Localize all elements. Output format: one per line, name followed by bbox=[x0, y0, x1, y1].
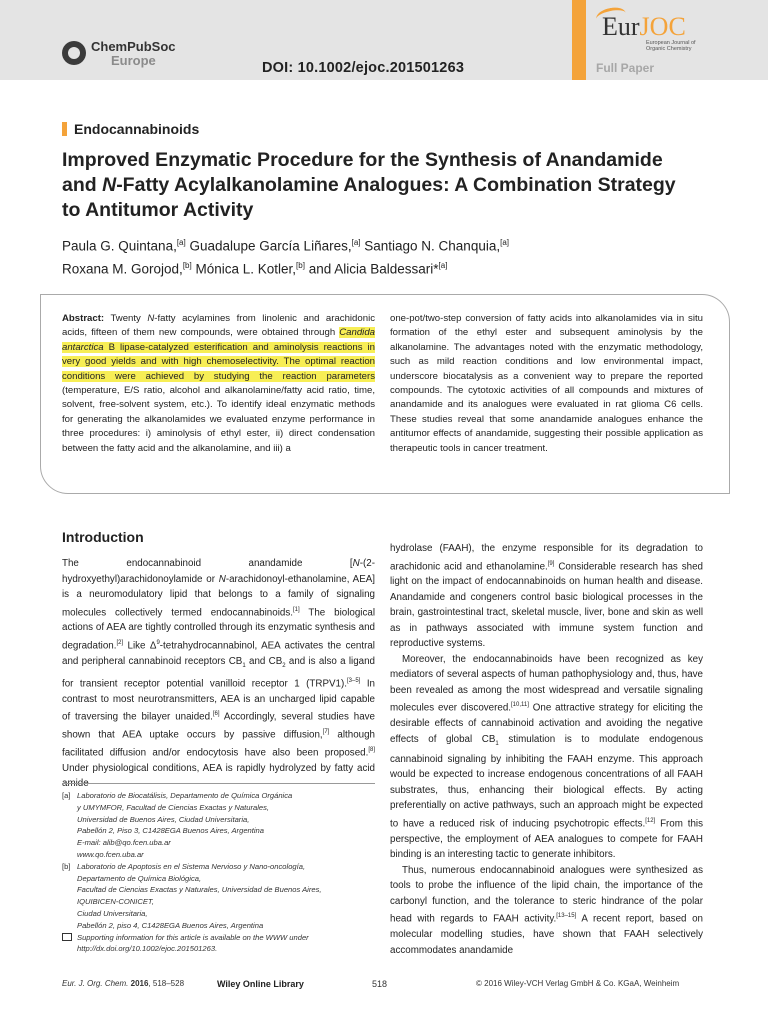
citation[interactable]: [13–15] bbox=[556, 913, 577, 920]
citation-footer: Eur. J. Org. Chem. 2016, 518–528 bbox=[62, 979, 185, 988]
abstract-left: Abstract: Twenty N-fatty acylamines from linolenic and arachidonic acids, fifteen of them new compounds, were obtained through Candida antarctica B lipase-catalyzed esterification and aminolysis reactions in very good yields and with high chemoselectivity. The optimal reaction conditions were achieved by studying the reaction parameters (temperature, E/S ratio, alcohol and alkanolamine/fatty acid ratio, time, solvent, free-solvent system, etc.). To identify ideal enzymatic methods for generating the alkanolamides we evaluated enzyme performance in three procedures: i) aminolysis of ethyl ester, ii) direct condensation between the fatty acid and the alkanolamine, and iii) a bbox=[62, 313, 375, 454]
author-name[interactable]: and Alicia Baldessari* bbox=[304, 261, 439, 276]
author-name[interactable]: Santiago N. Chanquia, bbox=[360, 238, 501, 254]
citation[interactable]: [6] bbox=[212, 711, 220, 718]
author-list bbox=[62, 233, 702, 278]
eurjoc-logo[interactable] bbox=[596, 14, 706, 52]
body-right-column bbox=[390, 541, 703, 958]
journal-accent-tab bbox=[572, 0, 586, 80]
wiley-online-library-link[interactable]: Wiley Online Library bbox=[217, 979, 304, 989]
supporting-info: Supporting information for this article is available on the WWW under http://dx.doi.org/10.1002/ejoc.201501263. bbox=[62, 932, 375, 956]
section-label: Endocannabinoids bbox=[74, 121, 200, 137]
chempubsoc-icon bbox=[62, 41, 86, 65]
eurjoc-logo-joc: JOC bbox=[639, 12, 686, 41]
contact-email[interactable]: E-mail: alib@qo.fcen.uba.ar bbox=[77, 838, 171, 848]
paragraph: Thus, numerous endocannabinoid analogues were synthesized as tools to probe the influence of the lipid chain, the importance of the carbonyl function, and the tolerance to steric hindrance of the polar head with regards to FAAH activity.[13–15] A recent report, based on molecular modelling studies, have shown that FAAH selectively accommodates anandamide bbox=[390, 864, 703, 956]
author-name[interactable]: Mónica L. Kotler, bbox=[191, 261, 297, 276]
introduction-heading: Introduction bbox=[62, 529, 144, 545]
author-line-1: Paula G. Quintana,[a] Guadalupe García Liñares,[a] Santiago N. Chanquia,[a] bbox=[62, 238, 510, 254]
eurjoc-logo-eur: Eur bbox=[602, 12, 640, 41]
chempubsoc-logo[interactable] bbox=[62, 40, 176, 68]
paragraph: The endocannabinoid anandamide [N-(2-hydroxyethyl)arachidonoylamide or N-arachidonoyl-ethanolamine, AEA] is a neuromodulatory lipid that belongs to a family of signaling molecules collectively termed endocannabinoids.[1] The biological actions of AEA are tightly controlled through its enzymatic synthesis and degradation.[2] Like $\Delta^9$-tetrahydrocannabinol, AEA activates the central and peripheral cannabinoid receptors $CB_1$ and $CB_2$ and is also a ligand for transient receptor potential vanilloid receptor 1 (TRPV1).[3–5] In contrast to most neurotransmitters, AEA is an uncharged lipid capable of traversing the bilayer unaided.[6] Accordingly, several studies have shown that AEA uptake occurs by passive diffusion,[7] although facilitated diffusion and/or endocytosis have also been proposed.[8] Under physiological conditions, AEA is rapidly hydrolyzed by fatty acid bbox=[62, 558, 376, 774]
citation[interactable]: [10,11] bbox=[511, 702, 529, 709]
eurjoc-subtitle: European Journal of Organic Chemistry bbox=[646, 40, 696, 52]
author-name[interactable]: Paula G. Quintana, bbox=[62, 238, 177, 254]
abstract-right: one-pot/two-step conversion of fatty acids into alkanolamides via in situ formation of the ethyl ester and subsequent aminolysis by the alkanolamine. The advantages noted with the enzymatic methodology, such as mild reaction conditions and low environmental impact, underscore biocatalysis as a convenient way to prepare the reported compounds. The cytotoxic activities of all compounds and mixtures of anandamide and its analogues were evaluated in rat glioma C6 cells. These studies reveal that some anandamide analogues enhance the antitumor effects of anandamide, suggesting their possible application as therapeutic tools in cancer treatment. bbox=[390, 313, 703, 454]
body-left-column bbox=[62, 556, 375, 792]
section-tag bbox=[62, 121, 199, 137]
citation[interactable]: [7] bbox=[322, 729, 330, 736]
citation[interactable]: [1] bbox=[292, 606, 300, 613]
abstract-highlight: Candida antarctica B lipase-catalyzed esterification and aminolysis reactions in very good yields and with high chemoselectivity. The optimal reaction conditions were achieved by studying the reaction parameters bbox=[62, 327, 375, 382]
citation[interactable]: [8] bbox=[368, 746, 375, 753]
publisher-region: Europe bbox=[111, 53, 156, 68]
doi-link[interactable]: DOI: 10.1002/ejoc.201501263 bbox=[262, 60, 465, 76]
article-type: Full Paper bbox=[596, 61, 655, 75]
computer-icon bbox=[62, 933, 72, 941]
citation[interactable]: [12] bbox=[645, 817, 656, 824]
citation[interactable]: [9] bbox=[547, 560, 555, 567]
affiliations bbox=[62, 790, 375, 955]
lab-website-link[interactable]: www.qo.fcen.uba.ar bbox=[77, 849, 144, 859]
publisher-name: ChemPubSoc bbox=[91, 39, 176, 54]
affiliation-b: [b] Laboratorio de Apoptosis en el Sistema Nervioso y Nano-oncología, Departamento de Química Biológica, Facultad de Ciencias Exactas y Naturales, Universidad de Buenos Aires, IQUIBICEN-CONICET, Ciudad Universitaria, Pabellón 2, piso 4, C1428EGA Buenos Aires, Argentina bbox=[62, 861, 322, 930]
author-name[interactable]: Guadalupe García Liñares, bbox=[185, 238, 352, 254]
author-line-2: Roxana M. Gorojod,[b] Mónica L. Kotler,[b] and Alicia Baldessari*[a] bbox=[62, 260, 448, 276]
section-marker bbox=[62, 122, 67, 136]
citation[interactable]: [2] bbox=[116, 639, 124, 646]
author-name[interactable]: Roxana M. Gorojod, bbox=[62, 261, 183, 276]
supporting-info-link[interactable]: http://dx.doi.org/10.1002/ejoc.201501263. bbox=[77, 944, 218, 954]
paragraph: Moreover, the endocannabinoids have been recognized as key mediators of several aspects of human pathophysiology and, thus, have been revealed as among the most widespread and versatile signaling molecules ever discovered.[10,11] One attractive strategy for eliciting the desirable effects of cannabinoid activation and avoiding the negative effects of global $CB_1$ stimulation is to modulate endogenous cannabinoid signaling by inhibiting the FAAH enzyme. This approach would be expected to increase endogenous concentrations of all FAAH substrates, thus, enhancing their biological effects. By acting preferentially on active pathways, such an approach might be expected to have a reduced risk of inducing psychotropic effects.[12] From this perspective, the employment of AEA analogues to compete for FAAH binding is an interesting tactic to generate inhibitors. bbox=[390, 653, 703, 861]
copyright: © 2016 Wiley-VCH Verlag GmbH & Co. KGaA, Weinheim bbox=[476, 979, 680, 988]
paragraph: hydrolase (FAAH), the enzyme responsible for its degradation to arachidonic acid and ethanolamine.[9] Considerable research has shed light on the impact of endocannabinoids on human health and disease. Anandamide and congeners control basic biological processes in the brain, gastrointestinal tract, skeletal muscle, liver, bone and skin as well as in pathways associated with immune system function and reproductive systems. bbox=[390, 543, 703, 650]
citation[interactable]: [3–5] bbox=[346, 677, 361, 684]
page-number: 518 bbox=[372, 979, 388, 989]
affiliation-a: [a] Laboratorio de Biocatálisis, Departamento de Química Orgánica y UMYMFOR, Facultad de Ciencias Exactas y Naturales, Universidad de Buenos Aires, Ciudad Universitaria, Pabellón 2, Piso 3, C1428EGA Buenos Aires, Argentina E-mail: alib@qo.fcen.uba.ar www.qo.fcen.uba.ar bbox=[62, 791, 293, 859]
article-title: Improved Enzymatic Procedure for the Synthesis of Anandamide and N-Fatty Acylalkanolamine Analogues: A Combination Strategy to Antitumor Activity bbox=[62, 149, 676, 221]
abstract-label: Abstract: bbox=[62, 313, 105, 324]
footnote-divider bbox=[62, 783, 375, 784]
